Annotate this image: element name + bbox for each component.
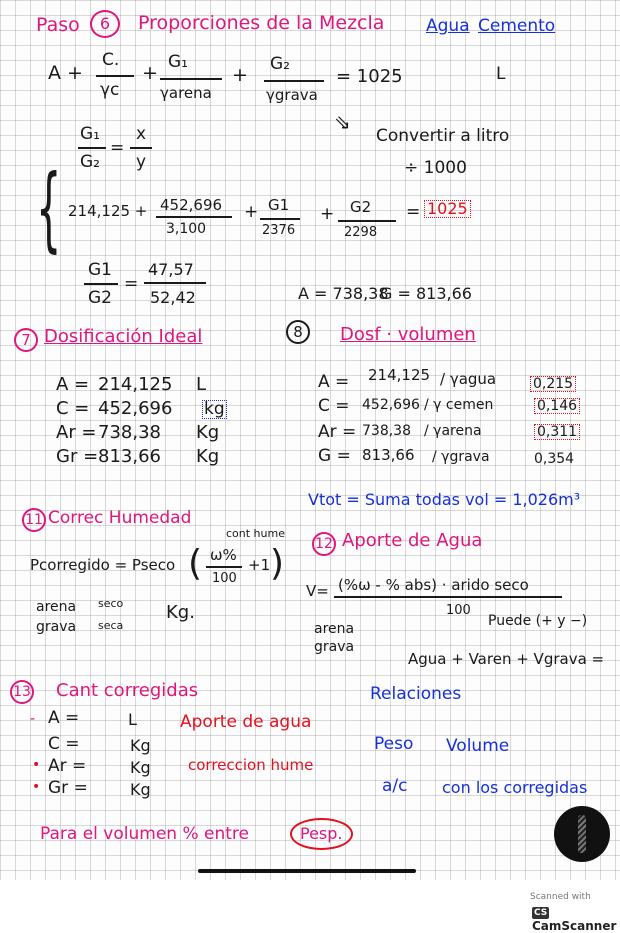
s7-row2-value: 738,38 <box>98 422 161 443</box>
result-a: A = 738,38 <box>298 284 389 303</box>
sys-g1-num: G1 <box>268 196 290 214</box>
s8-row0-label: A = <box>318 372 350 392</box>
header-agua: Agua <box>426 16 470 36</box>
eq1-g2-num: G₂ <box>270 54 290 74</box>
s12-title: Aporte de Agua <box>342 530 483 551</box>
s8-row1-num: 452,696 <box>362 397 420 413</box>
s12-sum: Agua + Varen + Vgrava = <box>408 650 605 668</box>
eq1-g1-num: G₁ <box>168 52 188 72</box>
s7-row0-label: A = <box>56 374 90 395</box>
s12-badge: 12 <box>312 532 336 556</box>
s8-row2-div: / γarena <box>424 423 482 439</box>
camscanner-brand: CamScanner <box>532 919 617 933</box>
sys-r-eq: = <box>124 274 139 294</box>
rel-title: Relaciones <box>370 684 462 704</box>
s8-row1-res: 0,146 <box>534 398 580 414</box>
s11-note: cont hume <box>226 527 285 540</box>
sys-r-den: 52,42 <box>150 288 196 307</box>
s11-arena: arena <box>36 599 77 615</box>
s8-title: Dosf · volumen <box>340 324 476 345</box>
ratio-g1: G₁ <box>80 124 100 144</box>
rel-corregidas: con los corregidas <box>442 778 588 797</box>
s11-paren-open: ( <box>188 543 203 584</box>
s11-seco1: seco <box>98 597 124 610</box>
scanned-with-label: Scanned with <box>530 892 591 902</box>
sys-a: 214,125 + <box>68 202 148 220</box>
header-cemento: Cemento <box>478 16 556 36</box>
s11-badge: 11 <box>22 508 46 532</box>
eq1-c-num: C. <box>102 50 120 70</box>
sys-g2-num: G2 <box>350 198 372 216</box>
s7-row1-unit: kg <box>204 399 225 419</box>
s8-row3-res: 0,354 <box>534 451 575 467</box>
s8-row1-div: / γ cemen <box>424 397 494 413</box>
s7-row0-value: 214,125 <box>98 374 173 395</box>
s7-row3-unit: Kg <box>196 446 220 467</box>
s7-badge: 7 <box>14 328 38 352</box>
rel-peso: Peso <box>374 734 414 754</box>
ratio-g2: G₂ <box>80 152 100 172</box>
s8-row2-res: 0,311 <box>534 424 580 440</box>
eq1-g2-den: γgrava <box>266 86 318 104</box>
sys-plus2: + <box>320 204 335 224</box>
s8-row3-num: 813,66 <box>362 446 415 464</box>
s8-row0-num: 214,125 <box>368 366 431 384</box>
convert-text: Convertir a litro <box>376 126 510 146</box>
s11-unit: Kg. <box>166 602 195 623</box>
s7-title: Dosificación Ideal <box>44 326 203 347</box>
home-indicator[interactable] <box>198 869 416 873</box>
sys-c-den: 3,100 <box>166 221 207 237</box>
s8-row2-label: Ar = <box>318 422 357 442</box>
sys-r-num: 47,57 <box>148 260 194 279</box>
s8-row1-label: C = <box>318 396 350 416</box>
s13-title: Cant corregidas <box>56 680 199 701</box>
sys-r-g1: G1 <box>88 260 112 280</box>
s7-row3-value: 813,66 <box>98 446 161 467</box>
sys-rhs: 1025 <box>424 200 471 218</box>
ratio-x: x <box>136 124 147 144</box>
sys-plus1: + <box>244 202 259 222</box>
s13-row0-label: A = <box>48 708 80 728</box>
header-subtitle: Proporciones de la Mezcla <box>138 12 385 34</box>
s13-row0-unit: L <box>128 710 137 729</box>
s12-arena: arena <box>314 621 355 637</box>
rel-ac: a/c <box>382 776 408 796</box>
s7-row2-label: Ar = <box>56 422 97 443</box>
camscanner-badge <box>532 904 620 933</box>
s11-frac-num: ω% <box>210 546 237 564</box>
footer-pesp: Pesp. <box>290 818 353 850</box>
s12-formula: (%ω - % abs) · arido seco <box>338 576 529 594</box>
footer-text: Para el volumen % entre <box>40 824 249 844</box>
s7-row1-value: 452,696 <box>98 398 173 419</box>
s11-paren-close: ) <box>270 543 285 584</box>
s7-row0-unit: L <box>196 374 207 395</box>
s12-grava: grava <box>314 639 355 655</box>
s13-row1-unit: Kg <box>130 736 151 755</box>
sys-r-g2: G2 <box>88 288 112 308</box>
s11-grava: grava <box>36 619 77 635</box>
eq1-plus2: + <box>232 64 248 86</box>
s11-seco2: seca <box>98 619 124 632</box>
sys-eq: = <box>406 202 421 222</box>
eq1-unit: L <box>496 64 506 84</box>
eq1-plus1: + <box>142 62 158 84</box>
rel-volume: Volume <box>446 736 510 756</box>
s13-bullet2: • <box>32 757 41 773</box>
header-paso: Paso <box>36 14 80 36</box>
s13-bullet3: • <box>32 779 41 795</box>
s8-row2-num: 738,38 <box>362 423 411 439</box>
s11-title: Correc Humedad <box>48 508 192 528</box>
s8-row0-div: / γagua <box>440 370 497 388</box>
result-g: G = 813,66 <box>380 284 472 303</box>
s13-badge: 13 <box>10 680 34 704</box>
eq1-lhs: A + <box>48 62 83 84</box>
pencil-icon <box>578 815 586 853</box>
s12-v: V= <box>306 582 329 600</box>
s7-row2-unit: Kg <box>196 422 220 443</box>
s13-correccion: correccion hume <box>188 756 314 774</box>
s13-row2-label: Ar = <box>48 756 87 776</box>
s13-row3-unit: Kg <box>130 780 151 799</box>
s8-row3-div: / γgrava <box>432 449 490 465</box>
s8-row0-res: 0,215 <box>530 376 576 392</box>
s11-plus: +1 <box>248 556 271 574</box>
sys-g1-den: 2376 <box>262 223 296 238</box>
ratio-y: y <box>136 152 147 172</box>
s13-bullet0: - <box>30 711 36 727</box>
step-6-badge: 6 <box>90 10 120 38</box>
s12-puede: Puede (+ y −) <box>488 613 588 629</box>
system-brace: { <box>36 157 62 263</box>
s13-row3-label: Gr = <box>48 778 88 798</box>
s13-row2-unit: Kg <box>130 758 151 777</box>
s13-aporte: Aporte de agua <box>180 712 312 732</box>
s7-row3-label: Gr = <box>56 446 99 467</box>
s11-corr: Pcorregido = Pseco <box>30 556 176 574</box>
s8-total: Vtot = Suma todas vol = 1,026m³ <box>308 490 581 509</box>
sys-c-num: 452,696 <box>160 196 223 214</box>
camscanner-logo-icon: CS <box>534 908 548 918</box>
s8-row3-label: G = <box>318 446 351 466</box>
s11-frac-den: 100 <box>212 571 237 586</box>
s7-row1-label: C = <box>56 398 90 419</box>
eq1-rhs: = 1025 <box>336 66 403 87</box>
sys-g2-den: 2298 <box>344 225 378 240</box>
s13-row1-label: C = <box>48 734 80 754</box>
convert-arrow: ⇘ <box>334 110 351 134</box>
s12-den: 100 <box>446 603 471 618</box>
ratio-eq: = <box>110 138 125 158</box>
eq1-c-den: γc <box>100 80 120 100</box>
convert-div: ÷ 1000 <box>404 158 467 178</box>
s8-badge: 8 <box>286 320 310 344</box>
eq1-g1-den: γarena <box>160 84 212 102</box>
